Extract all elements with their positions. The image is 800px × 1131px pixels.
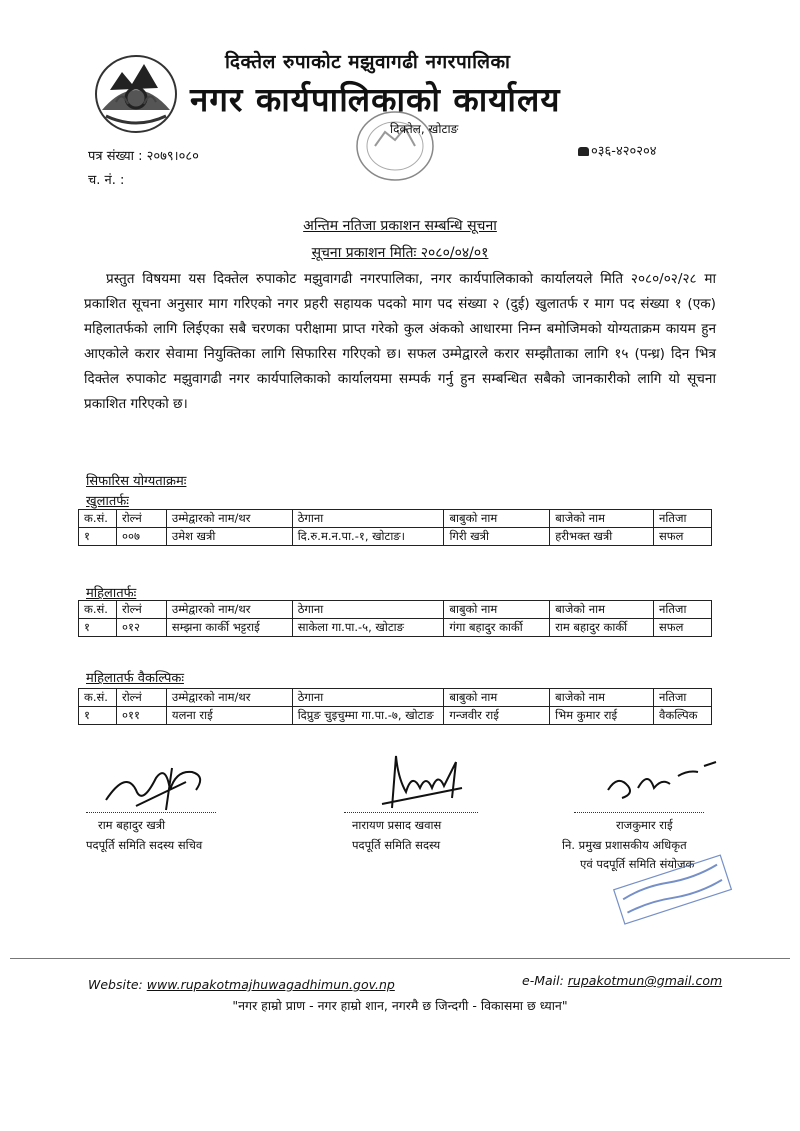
website-info bbox=[88, 977, 395, 992]
cell-result: सफल bbox=[654, 619, 712, 637]
col-roll: रोल्नं bbox=[116, 689, 166, 707]
col-roll: रोल्नं bbox=[116, 601, 166, 619]
col-sn: क.सं. bbox=[79, 689, 117, 707]
table-row bbox=[79, 707, 712, 725]
notice-date-text: सूचना प्रकाशन मितिः २०८०/०४/०१ bbox=[311, 245, 489, 261]
reference-number: पत्र संख्या : २०७९।०८० bbox=[88, 149, 199, 164]
notice-date bbox=[0, 243, 800, 262]
col-sn: क.सं. bbox=[79, 601, 117, 619]
cell-address: साकेला गा.पा.-५, खोटाङ bbox=[292, 619, 444, 637]
signature-line bbox=[86, 812, 216, 813]
cell-result: वैकल्पिक bbox=[653, 707, 711, 725]
col-grandfather: बाजेको नाम bbox=[550, 510, 654, 528]
cell-father: गिरी खत्री bbox=[444, 528, 550, 546]
cell-roll: ०१२ bbox=[116, 619, 166, 637]
signature-2 bbox=[372, 748, 472, 812]
table-row bbox=[79, 619, 712, 637]
cell-name: उमेश खत्री bbox=[166, 528, 292, 546]
signatory-role: पदपूर्ति समिति सदस्य सचिव bbox=[86, 838, 203, 852]
email-info bbox=[522, 973, 722, 988]
col-grandfather: बाजेको नाम bbox=[550, 689, 654, 707]
table-header-row bbox=[79, 601, 712, 619]
office-name: नगर कार्यपालिकाको कार्यालय bbox=[190, 80, 561, 119]
col-result: नतिजा bbox=[653, 689, 711, 707]
cell-result: सफल bbox=[654, 528, 712, 546]
col-address: ठेगाना bbox=[292, 689, 444, 707]
open-category-heading: खुलातर्फः bbox=[86, 494, 129, 509]
cell-sn: १ bbox=[79, 528, 117, 546]
col-sn: क.सं. bbox=[79, 510, 117, 528]
cell-father: गन्जवीर राई bbox=[444, 707, 550, 725]
col-name: उम्मेद्वारको नाम/थर bbox=[166, 689, 292, 707]
notice-title-text: अन्तिम नतिजा प्रकाशन सम्बन्धि सूचना bbox=[303, 218, 497, 234]
col-name: उम्मेद्वारको नाम/थर bbox=[166, 510, 292, 528]
cell-roll: ००७ bbox=[116, 528, 166, 546]
cell-grandfather: हरीभक्त खत्री bbox=[550, 528, 654, 546]
website-label: Website: bbox=[88, 977, 143, 992]
col-father: बाबुको नाम bbox=[444, 689, 550, 707]
col-roll: रोल्नं bbox=[116, 510, 166, 528]
open-category-table bbox=[78, 509, 712, 546]
signature-3 bbox=[578, 760, 728, 808]
cell-address: दिप्रुङ चुइचुम्मा गा.पा.-७, खोटाङ bbox=[292, 707, 444, 725]
notice-title bbox=[0, 216, 800, 235]
signatory-role-2: एवं पदपूर्ति समिति संयोजक bbox=[580, 857, 695, 871]
table-header-row bbox=[79, 510, 712, 528]
col-name: उम्मेद्वारको नाम/थर bbox=[166, 601, 292, 619]
women-alternate-heading: महिलातर्फ वैकल्पिकः bbox=[86, 671, 184, 686]
dispatch-number: च. नं. : bbox=[88, 173, 125, 188]
cell-grandfather: राम बहादुर कार्की bbox=[550, 619, 654, 637]
signatory-role: नि. प्रमुख प्रशासकीय अधिकृत bbox=[562, 838, 687, 852]
signatory-role: पदपूर्ति समिति सदस्य bbox=[352, 838, 441, 852]
table-header-row bbox=[79, 689, 712, 707]
cell-address: दि.रु.म.न.पा.-१, खोटाङ। bbox=[292, 528, 444, 546]
nepal-emblem-logo bbox=[92, 50, 180, 134]
col-result: नतिजा bbox=[654, 601, 712, 619]
email-link[interactable]: rupakotmun@gmail.com bbox=[567, 973, 723, 988]
municipality-name: दिक्तेल रुपाकोट मझुवागढी नगरपालिका bbox=[225, 51, 511, 73]
signature-1 bbox=[96, 760, 216, 816]
signature-line bbox=[344, 812, 478, 813]
signatory-name: राम बहादुर खत्री bbox=[98, 818, 166, 832]
cell-name: यलना राई bbox=[166, 707, 292, 725]
phone-icon bbox=[578, 147, 589, 156]
signatory-name: राजकुमार राई bbox=[616, 818, 673, 832]
col-grandfather: बाजेको नाम bbox=[550, 601, 654, 619]
col-father: बाबुको नाम bbox=[444, 601, 550, 619]
signatory-name: नारायण प्रसाद खवास bbox=[352, 818, 442, 832]
phone-text: ०३६-४२०२०४ bbox=[591, 144, 657, 159]
signature-line bbox=[574, 812, 704, 813]
cell-name: सम्झना कार्की भट्टराई bbox=[166, 619, 292, 637]
cell-roll: ०११ bbox=[116, 707, 166, 725]
women-category-table bbox=[78, 600, 712, 637]
recommendation-heading: सिफारिस योग्यताक्रमः bbox=[86, 474, 187, 489]
col-address: ठेगाना bbox=[292, 601, 444, 619]
phone-number bbox=[578, 141, 657, 159]
email-label: e-Mail: bbox=[522, 973, 564, 988]
col-result: नतिजा bbox=[654, 510, 712, 528]
col-father: बाबुको नाम bbox=[444, 510, 550, 528]
women-category-heading: महिलातर्फः bbox=[86, 586, 137, 601]
cell-sn: १ bbox=[79, 619, 117, 637]
office-address: दिक्तेल, खोटाङ bbox=[390, 122, 459, 136]
women-alternate-table bbox=[78, 688, 712, 725]
col-address: ठेगाना bbox=[292, 510, 444, 528]
cell-sn: १ bbox=[79, 707, 117, 725]
officer-stamp bbox=[606, 848, 736, 928]
notice-body: प्रस्तुत विषयमा यस दिक्तेल रुपाकोट मझुवागढी नगरपालिका, नगर कार्यपालिकाको कार्यालयले मिति २०८०/०२/२८ मा प्रकाशित सूचना अनुसार माग गरिएको नगर प्रहरी सहायक पदको माग पद संख्या २ (दुई) खुलातर्फ र माग पद संख्या १ (एक) महिलातर्फको लागि लिईएका सबै चरणका परीक्षामा प्राप्त गरेको कुल अंकको आधारमा निम्न बमोजिमको योग्यताक्रम कायम हुन आएकोले करार सेवामा नियुक्तिका लागि सिफारिस गरिएको छ। सफल उम्मेद्वारले करार सम्झौताका लागि १५ (पन्ध्र) दिन भित्र दिक्तेल रुपाकोट मझुवागढी नगर कार्यपालिकाको कार्यालयमा सम्पर्क गर्नु हुन सम्बन्धित सबैको जानकारीको लागि यो सूचना प्रकाशित गरिएको छ। bbox=[84, 271, 716, 412]
cell-father: गंगा बहादुर कार्की bbox=[444, 619, 550, 637]
website-link[interactable]: www.rupakotmajhuwagadhimun.gov.np bbox=[146, 977, 395, 992]
slogan: "नगर हाम्रो प्राण - नगर हाम्रो शान, नगरमै छ जिन्दगी - विकासमा छ ध्यान" bbox=[232, 998, 568, 1013]
cell-grandfather: भिम कुमार राई bbox=[550, 707, 654, 725]
table-row bbox=[79, 528, 712, 546]
footer-divider bbox=[10, 958, 790, 959]
